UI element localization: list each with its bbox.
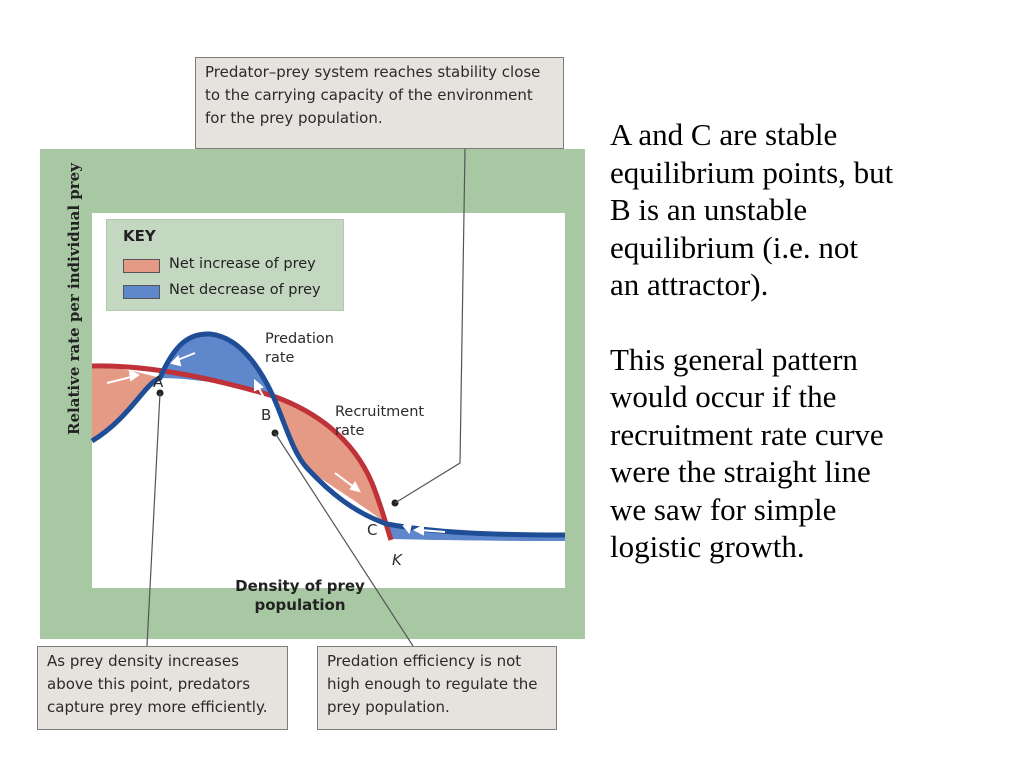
callout-line: Predator–prey system reaches stability close	[205, 63, 541, 81]
recruitment-label-line1: Recruitment	[335, 404, 425, 420]
net-decrease-swatch	[123, 285, 160, 299]
predation-label-line1: Predation	[265, 331, 334, 347]
text-line: This general pattern	[610, 341, 858, 377]
text-line: recruitment rate curve	[610, 416, 884, 452]
callout-line: Predation efficiency is not	[327, 652, 522, 670]
recruitment-rate-label	[335, 403, 424, 441]
callout-line: to the carrying capacity of the environment	[205, 86, 533, 104]
x-axis-label	[225, 577, 375, 615]
explanation-text	[610, 116, 1010, 566]
x-axis-label-line2: population	[254, 596, 346, 614]
explanation-paragraph-1	[610, 116, 1010, 304]
key-item-label: Net increase of prey	[169, 256, 316, 272]
callout-stability	[195, 57, 564, 149]
x-axis-label-line1: Density of prey	[235, 577, 365, 595]
text-line: an attractor).	[610, 267, 769, 302]
text-line: A and C are stable	[610, 117, 838, 152]
point-a-label: A	[153, 373, 164, 391]
text-line: equilibrium (i.e. not	[610, 229, 858, 265]
point-b-label: B	[261, 406, 272, 424]
text-line: were the straight line	[610, 454, 871, 489]
point-k-label: K	[392, 551, 402, 569]
callout-line: capture prey more efficiently.	[47, 698, 268, 716]
predator-prey-figure	[35, 43, 590, 738]
callout-line: prey population.	[327, 698, 450, 716]
callout-prey-density	[37, 646, 288, 730]
key-title: KEY	[123, 227, 156, 245]
callout-line: As prey density increases	[47, 652, 239, 670]
text-line: logistic growth.	[610, 529, 805, 564]
point-c-label: C	[367, 521, 378, 539]
text-line: we saw for simple	[610, 491, 837, 527]
text-line: B is an unstable	[610, 192, 808, 227]
key-item-label: Net decrease of prey	[169, 282, 321, 298]
legend-key	[106, 219, 344, 311]
predation-label-line2: rate	[265, 350, 295, 366]
explanation-paragraph-2	[610, 341, 1010, 566]
y-axis-label: Relative rate per individual prey	[65, 163, 83, 435]
recruitment-label-line2: rate	[335, 423, 365, 439]
text-line: equilibrium points, but	[610, 154, 894, 190]
callout-predation-efficiency	[317, 646, 557, 730]
callout-line: for the prey population.	[205, 109, 383, 127]
net-increase-swatch	[123, 259, 160, 273]
callout-line: above this point, predators	[47, 675, 251, 693]
callout-line: high enough to regulate the	[327, 675, 538, 693]
text-line: would occur if the	[610, 379, 837, 414]
predation-rate-label	[265, 330, 334, 368]
